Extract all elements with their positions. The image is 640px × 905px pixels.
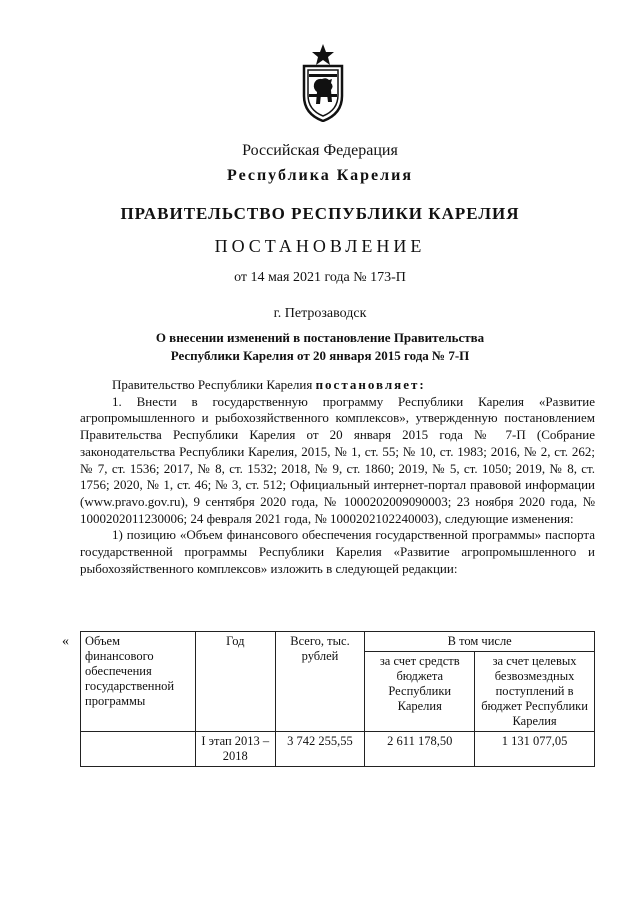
intro-paragraph (80, 377, 595, 394)
document-body (80, 377, 595, 577)
item-1-1-paragraph: 1) позицию «Объем финансового обеспечения государственной программы» паспорта государственной программы Республики Карелия «Развитие агропромышленного и рыбохозяйственного комплексов» изложить в следующей редакции: (80, 527, 595, 576)
header-cell-budget: за счет средств бюджета Республики Карелия (365, 652, 475, 732)
table-cell-total: 3 742 255,55 (275, 732, 365, 767)
intro-spaced-word: постановляет (315, 377, 420, 392)
header-cell-total: Всего, тыс. рублей (275, 632, 365, 732)
header-cell-year: Год (195, 632, 275, 732)
table-row (81, 732, 595, 767)
intro-colon: : (419, 377, 426, 392)
header-cell-label: Объем финансового обеспечения государственной программы (81, 632, 196, 732)
table-cell-grants: 1 131 077,05 (475, 732, 595, 767)
document-city: г. Петрозаводск (273, 306, 367, 321)
country-name: Российская Федерация (242, 142, 398, 159)
financing-table (80, 631, 595, 767)
table-header-row (81, 632, 595, 652)
header-cell-including: В том числе (365, 632, 595, 652)
document-date-number: от 14 мая 2021 года № 173-П (234, 270, 406, 285)
table-cell-year: I этап 2013 – 2018 (195, 732, 275, 767)
subject-line-2: Республики Карелия от 20 января 2015 года № 7-П (170, 348, 470, 363)
item-1-paragraph: 1. Внести в государственную программу Республики Карелия «Развитие агропромышленного и рыбохозяйственного комплексов», утвержденную постановлением Правительства Республики Карелия от 20 января 2015 года № 7-П (Собрание законодательства Республики Карелия, 2015, № 1, ст. 55; № 10, ст. 1983; 2016, № 2, ст. 262; № 7, ст. 1536; 2017, № 8, ст. 1532; 2018, № 9, ст. 1860; 2019, № 5, ст. 1050; 2019, № 8, ст. 1756; 2020, № 1, ст. 46; № 3, ст. 512; Официальный интернет-портал правовой информации (www.pravo.gov.ru), 9 сентября 2020 года, № 1000202009090003; 23 ноября 2020 года, № 1000202011230006; 24 февраля 2021 года, № 1000202102240003), следующие изменения: (80, 393, 595, 526)
republic-name: Республика Карелия (227, 167, 413, 184)
document-type: ПОСТАНОВЛЕНИЕ (214, 236, 426, 256)
intro-text: Правительство Республики Карелия (112, 377, 316, 392)
government-name: ПРАВИТЕЛЬСТВО РЕСПУБЛИКИ КАРЕЛИЯ (120, 204, 520, 223)
table-cell-budget: 2 611 178,50 (365, 732, 475, 767)
karelia-coat-of-arms-icon (298, 44, 348, 122)
open-quote-mark: « (62, 634, 69, 649)
subject-line-1: О внесении изменений в постановление Правительства (155, 330, 485, 345)
document-subject (120, 329, 520, 365)
table-cell-empty (81, 732, 196, 767)
header-cell-grants: за счет целевых безвозмездных поступлений в бюджет Республики Карелия (475, 652, 595, 732)
